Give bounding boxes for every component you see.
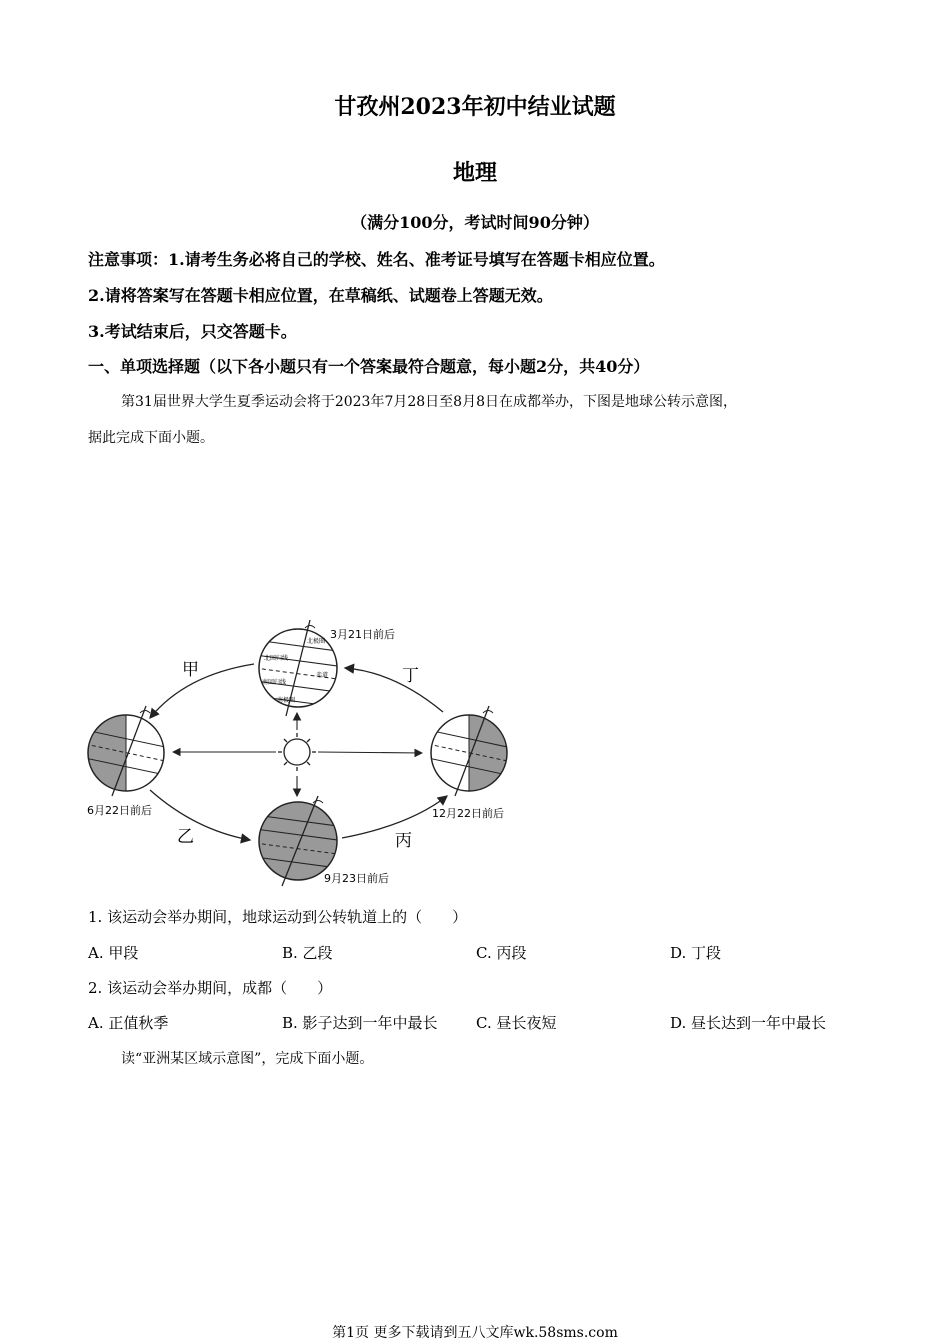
note-2: 2.请将答案写在答题卡相应位置，在草稿纸、试题卷上答题无效。 xyxy=(88,286,553,305)
subject-title: 地理 xyxy=(452,160,497,186)
jun22-label: 6月22日前后 xyxy=(87,804,152,817)
mar21-label: 3月21日前后 xyxy=(330,628,395,641)
q2-option-c: C. 昼长夜短 xyxy=(476,1014,557,1032)
q2-option-b: B. 影子达到一年中最长 xyxy=(282,1014,438,1032)
score-time: （满分100分，考试时间90分钟） xyxy=(351,213,599,232)
page-title: 甘孜州2023年初中结业试题 xyxy=(334,94,616,120)
q1-option-a: A. 甲段 xyxy=(88,944,139,962)
segment-ding-label: 丁 xyxy=(402,666,419,686)
q2-option-a: A. 正值秋季 xyxy=(88,1014,169,1032)
segment-yi-label: 乙 xyxy=(177,827,194,847)
q1-option-d: D. 丁段 xyxy=(670,944,722,962)
question-1-stem: 1. 该运动会举办期间，地球运动到公转轨道上的（ ） xyxy=(88,908,468,926)
page-footer: 第1页 更多下载请到五八文库wk.58sms.com xyxy=(332,1325,618,1341)
intro-1-line-1: 第31届世界大学生夏季运动会将于2023年7月28日至8月8日在成都举办，下图是地球公转示意图， xyxy=(121,394,737,410)
equator-label: 赤道 xyxy=(316,672,329,679)
orbit-arc-ding xyxy=(345,668,443,712)
q1-option-b: B. 乙段 xyxy=(282,944,333,962)
q1-option-c: C. 丙段 xyxy=(476,944,527,962)
tropic-capricorn-label: 南回归线 xyxy=(262,679,287,686)
orbit-arc-jia xyxy=(150,664,254,718)
dec22-label: 12月22日前后 xyxy=(432,807,504,820)
sep23-label: 9月23日前后 xyxy=(324,872,389,885)
sun-icon xyxy=(278,733,316,771)
intro-1-line-2: 据此完成下面小题。 xyxy=(88,430,214,446)
question-2-stem: 2. 该运动会举办期间，成都（ ） xyxy=(88,979,333,997)
segment-jia-label: 甲 xyxy=(182,660,199,680)
segment-bing-label: 丙 xyxy=(395,831,412,851)
earth-dec22 xyxy=(428,706,512,796)
note-3: 3.考试结束后，只交答题卡。 xyxy=(88,322,297,341)
tropic-cancer-label: 北回归线 xyxy=(264,655,289,662)
arctic-circle-label: 北极圈 xyxy=(307,638,326,645)
note-1: 注意事项：1.请考生务必将自己的学校、姓名、准考证号填写在答题卡相应位置。 xyxy=(88,250,665,269)
q2-option-d: D. 昼长达到一年中最长 xyxy=(670,1014,827,1032)
earth-jun22 xyxy=(85,706,170,796)
antarctic-circle-label: 南极圈 xyxy=(277,697,296,704)
intro-2: 读“亚洲某区域示意图”，完成下面小题。 xyxy=(121,1051,374,1067)
section-heading: 一、单项选择题（以下各小题只有一个答案最符合题意，每小题2分，共40分） xyxy=(88,357,650,376)
orbit-arc-yi xyxy=(150,790,250,840)
